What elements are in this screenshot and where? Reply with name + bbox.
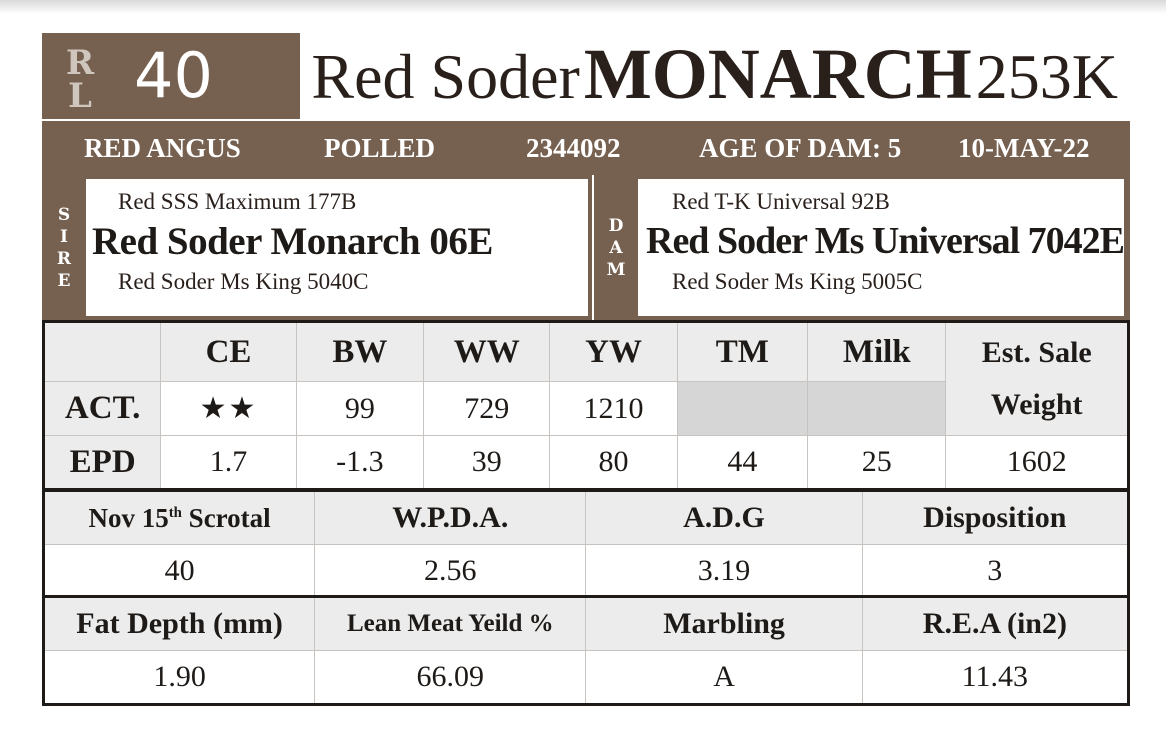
dam-label: D A M	[606, 215, 626, 280]
epd-bw: -1.3	[296, 436, 423, 490]
header-rea: R.E.A (in2)	[862, 597, 1128, 651]
age-of-dam: AGE OF DAM: 5	[699, 133, 902, 163]
sire-of-dam: Red T-K Universal 92B	[672, 189, 890, 214]
act-bw: 99	[296, 382, 423, 436]
dam-of-sire: Red Soder Ms King 5040C	[118, 269, 369, 294]
epd-sale-weight: 1602	[946, 436, 1129, 490]
act-label: ACT.	[44, 382, 161, 436]
value-adg: 3.19	[586, 545, 862, 599]
header-bw: BW	[296, 322, 423, 382]
header-adg: A.D.G	[586, 491, 862, 545]
epd-milk: 25	[808, 436, 946, 490]
epd-ww: 39	[424, 436, 550, 490]
sire-of-sire: Red SSS Maximum 177B	[118, 189, 357, 214]
act-yw: 1210	[550, 382, 677, 436]
dam-box	[638, 179, 1124, 316]
value-fat-depth: 1.90	[44, 651, 315, 705]
act-ww: 729	[424, 382, 550, 436]
top-shadow	[0, 0, 1166, 14]
epd-label: EPD	[44, 436, 161, 490]
act-ce-stars: ★★	[161, 382, 296, 436]
dam-of-dam: Red Soder Ms King 5005C	[672, 269, 923, 294]
title-suffix: 253K	[975, 41, 1118, 112]
header-disposition: Disposition	[862, 491, 1128, 545]
rl-logo-icon	[60, 41, 100, 111]
breed: RED ANGUS	[84, 133, 241, 163]
header-tm: TM	[677, 322, 807, 382]
registration-number: 2344092	[526, 133, 621, 163]
title-prefix: Red Soder	[311, 41, 580, 112]
sire-name: Red Soder Monarch 06E	[92, 220, 493, 263]
info-bar	[42, 121, 1130, 175]
header-ww: WW	[424, 322, 550, 382]
measures-table-2	[42, 595, 1130, 706]
svg-text:L: L	[68, 76, 92, 111]
header-yw: YW	[550, 322, 677, 382]
header-wpda: W.P.D.A.	[315, 491, 586, 545]
sire-pedigree	[42, 175, 592, 320]
value-lean-meat: 66.09	[315, 651, 586, 705]
epd-row	[44, 436, 1129, 490]
header-milk: Milk	[808, 322, 946, 382]
header-scrotal: Nov 15th Scrotal	[44, 491, 315, 545]
epd-ce: 1.7	[161, 436, 296, 490]
header-ce: CE	[161, 322, 296, 382]
value-rea: 11.43	[862, 651, 1128, 705]
header-lean-meat: Lean Meat Yeild %	[315, 597, 586, 651]
epd-corner	[44, 322, 161, 382]
sire-label: S I R E	[56, 204, 72, 291]
svg-text:R: R	[65, 43, 95, 83]
epd-table	[42, 320, 1130, 491]
dam-pedigree	[594, 175, 1130, 320]
act-milk-empty	[808, 382, 946, 436]
header-marbling: Marbling	[586, 597, 862, 651]
measures-table-1	[42, 489, 1130, 600]
dam-name: Red Soder Ms Universal 7042E	[646, 220, 1124, 262]
lot-number: 40	[134, 39, 213, 112]
value-wpda: 2.56	[315, 545, 586, 599]
animal-title	[311, 34, 1118, 134]
sire-box	[86, 179, 588, 316]
act-tm-empty	[677, 382, 807, 436]
polled-status: POLLED	[324, 133, 436, 163]
epd-yw: 80	[550, 436, 677, 490]
lot-number-box	[42, 33, 300, 119]
value-disposition: 3	[862, 545, 1128, 599]
title-name: MONARCH	[583, 34, 972, 114]
epd-tm: 44	[677, 436, 807, 490]
value-scrotal: 40	[44, 545, 315, 599]
birth-date: 10-MAY-22	[958, 133, 1090, 163]
header-fat-depth: Fat Depth (mm)	[44, 597, 315, 651]
value-marbling: A	[586, 651, 862, 705]
header-sale-weight: Est. Sale Weight	[946, 322, 1129, 436]
